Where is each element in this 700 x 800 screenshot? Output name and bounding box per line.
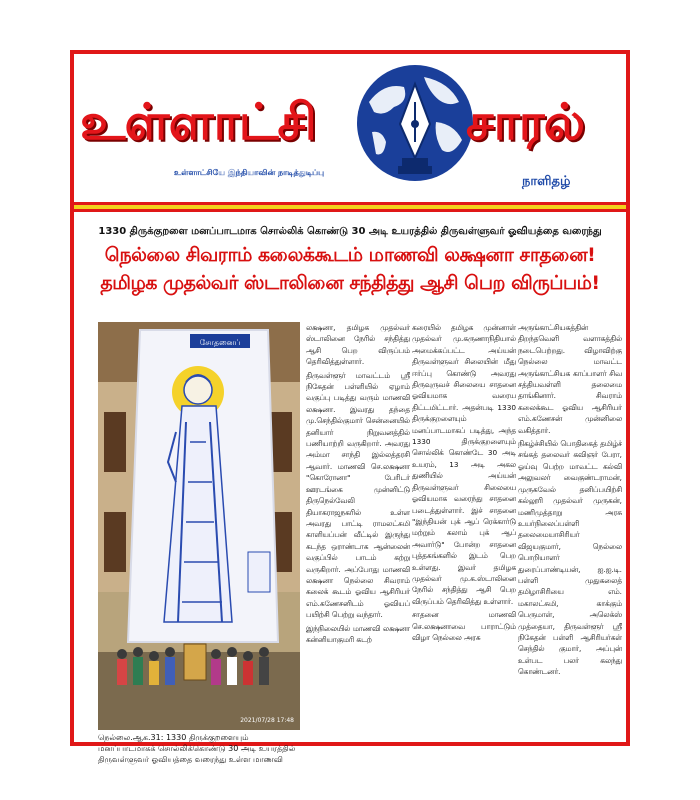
thiruvalluvar-painting-photo [98, 322, 300, 730]
article-kicker: 1330 திருக்குறளை மனப்பாடமாக சொல்லிக் கொண்டு 30 அடி உயரத்தில் திருவள்ளுவர் ஓவியத்தை வரைந்து [98, 226, 602, 237]
article-paragraph: திருவள்ளூர் மாவட்டம் ஸ்ரீ நிகேதன் பள்ளியில் ஏழாம் வகுப்பு படித்து வரும் மாணவி லக்ஷனா. இவரது தந்தை மு.செந்தில்குமார் சென்னையில் தனியார் நிறுவனத்தில் பணியாற்றி வருகிறார். அவரது அம்மா சாந்தி இல்லத்தரசி ஆவார். மாணவி செ.லக்ஷனா "கொரோனா" பேரிடர் ஊரடங்கை முன்னிட்டு திருநெல்வேலி தியாகராஜநகரில் உள்ள அவரது பாட்டி ராமலட்சுமி காளியப்பன் வீட்டில் இருந்து கடந்த ஒராண்டாக ஆன்லைன் வகுப்பில் பாடம் கற்று வருகிறார். அப்போது மாணவி லக்ஷனா நெல்லை சிவராம் கலைக் கூடம் ஓவிய ஆசிரியர் எம்.கணேசனிடம் ஓவியப் பயிற்சி பெற்று வந்தார். [306, 370, 410, 620]
masthead [74, 54, 626, 212]
masthead-edition: நாளிதழ் [522, 174, 571, 189]
article-paragraph: கரையில் தமிழக முன்னாள் முதல்வர் மு.கருணாநிதியால் அமைக்கப்பட்ட அய்யன் திருவள்ளுவர் சிலையின் மீது ஈர்ப்பு கொண்டு அவரது திருவுருவச் சிலையை சாதனை ஓவியமாக வரைய திட்டமிட்டார். அதன்படி 1330 திருக்குறளையும் மனப்பாடமாகப் படித்து, அந்த 1330 திருக்குறளையும் சொல்லிக் கொண்டே 30 அடி உயரம், 13 அடி அகல துணியில் அய்யன் திருவள்ளுவர் சிலையை ஓவியமாக வரைந்து சாதனை படைத்துள்ளார். இச் சாதனை "இந்தியன் புக் ஆப் ரெக்கார்டு மற்றும் கலாம் புக் ஆப் அவார்டு" போன்ற சாதனை புத்தகங்களில் இடம் பெற உள்ளது. இவர் தமிழக முதல்வர் மு.க.ஸ்டாலினை நேரில் சந்தித்து ஆசி பெற விருப்பம் தெரிவித்து உள்ளார். [412, 323, 516, 606]
article-paragraph: அருங்காட்சியகத்தின் திறந்தவெளி வளாகத்தில் நடைபெற்றது. விழாவிற்கு நெல்லை மாவட்ட அருங்காட்சியக காப்பாளர் சிவ சத்தியவள்ளி தலைமை தாங்கினார். சிவராம் கலைக்கூட ஓவிய ஆசிரியர் எம்.கணேசன் முன்னிலை வகித்தார். [518, 323, 622, 435]
masthead-title-left: உள்ளாட்சி [80, 93, 316, 151]
globe-pen-logo [354, 62, 476, 184]
masthead-tagline: உள்ளாட்சியே இந்தியாவின் நாடித்துடிப்பு [174, 168, 325, 177]
masthead-title-right: சாரல் [466, 93, 585, 151]
photo-caption: நெல்லை.ஆக.31: 1330 திருக்குறளையும் மனப்பாடமாகக் சொல்லிக்கொண்டு 30 அடி உயரத்தில் திருவள்ளுவர் ஓவியத்தை வரைந்து உள்ள மாணவி [98, 733, 296, 764]
article-headline-2: தமிழக முதல்வர் ஸ்டாலினை சந்தித்து ஆசி பெற விருப்பம்! [100, 272, 600, 294]
article-paragraph: லக்ஷனா, தமிழக முதல்வர் ஸ்டாலினை நேரில் சந்தித்து ஆசி பெற விருப்பம் தெரிவித்துள்ளார். [306, 323, 410, 367]
article-paragraph: நிகழ்ச்சியில் பொதிகைத் தமிழ்ச் சங்கத் தலைவர் கவிஞர் பேரா, ஓய்வு பெற்ற மாவட்ட கல்வி அலுவலர் வைகுண்டராமன், முருகவேல் தனிப்பயிற்சி கல்லூரி முதல்வர் முருகன், மணிமுத்தாறு அரசு உயர்நிலைப்பள்ளி தலைமையாசிரியர் விஜயகுமார், நெல்லை பொறியாளர் துரைப்பாண்டியன், ஐ.ஐ.டி. பள்ளி முதுகலைத் தமிழாசிரியை எம். மகாலட்சுமி, காக்கும் பெருமாள், அலெக்ஸ் முத்தையா, திருவள்ளூர் ஸ்ரீ நிகேதன் பள்ளி ஆசிரியர்கள் செந்தில் குமார், அப்புன் உள்பட பலர் கலந்து கொண்டனர். [518, 439, 622, 677]
article-column-3 [518, 322, 622, 734]
article-column-2 [412, 322, 516, 734]
article-headline-1: நெல்லை சிவராம் கலைக்கூடம் மாணவி லக்ஷனா சாதனை! [104, 244, 596, 266]
photo-timestamp: 2021/07/28 17:48 [240, 717, 294, 724]
article-photo [98, 322, 300, 730]
article-column-1 [306, 322, 410, 734]
article-paragraph: இந்நிலையில் மாணவி லக்ஷனா கன்னியாகுமரி கடற் [306, 623, 410, 644]
photo-banner-text: சோதனைப் [199, 338, 241, 347]
newspaper-page [70, 50, 630, 764]
article-paragraph: சாதனை மாணவி செ.லக்ஷனாவை பாராட்டும் விழா நெல்லை அரசு [412, 610, 516, 642]
masthead-rule [74, 209, 626, 212]
